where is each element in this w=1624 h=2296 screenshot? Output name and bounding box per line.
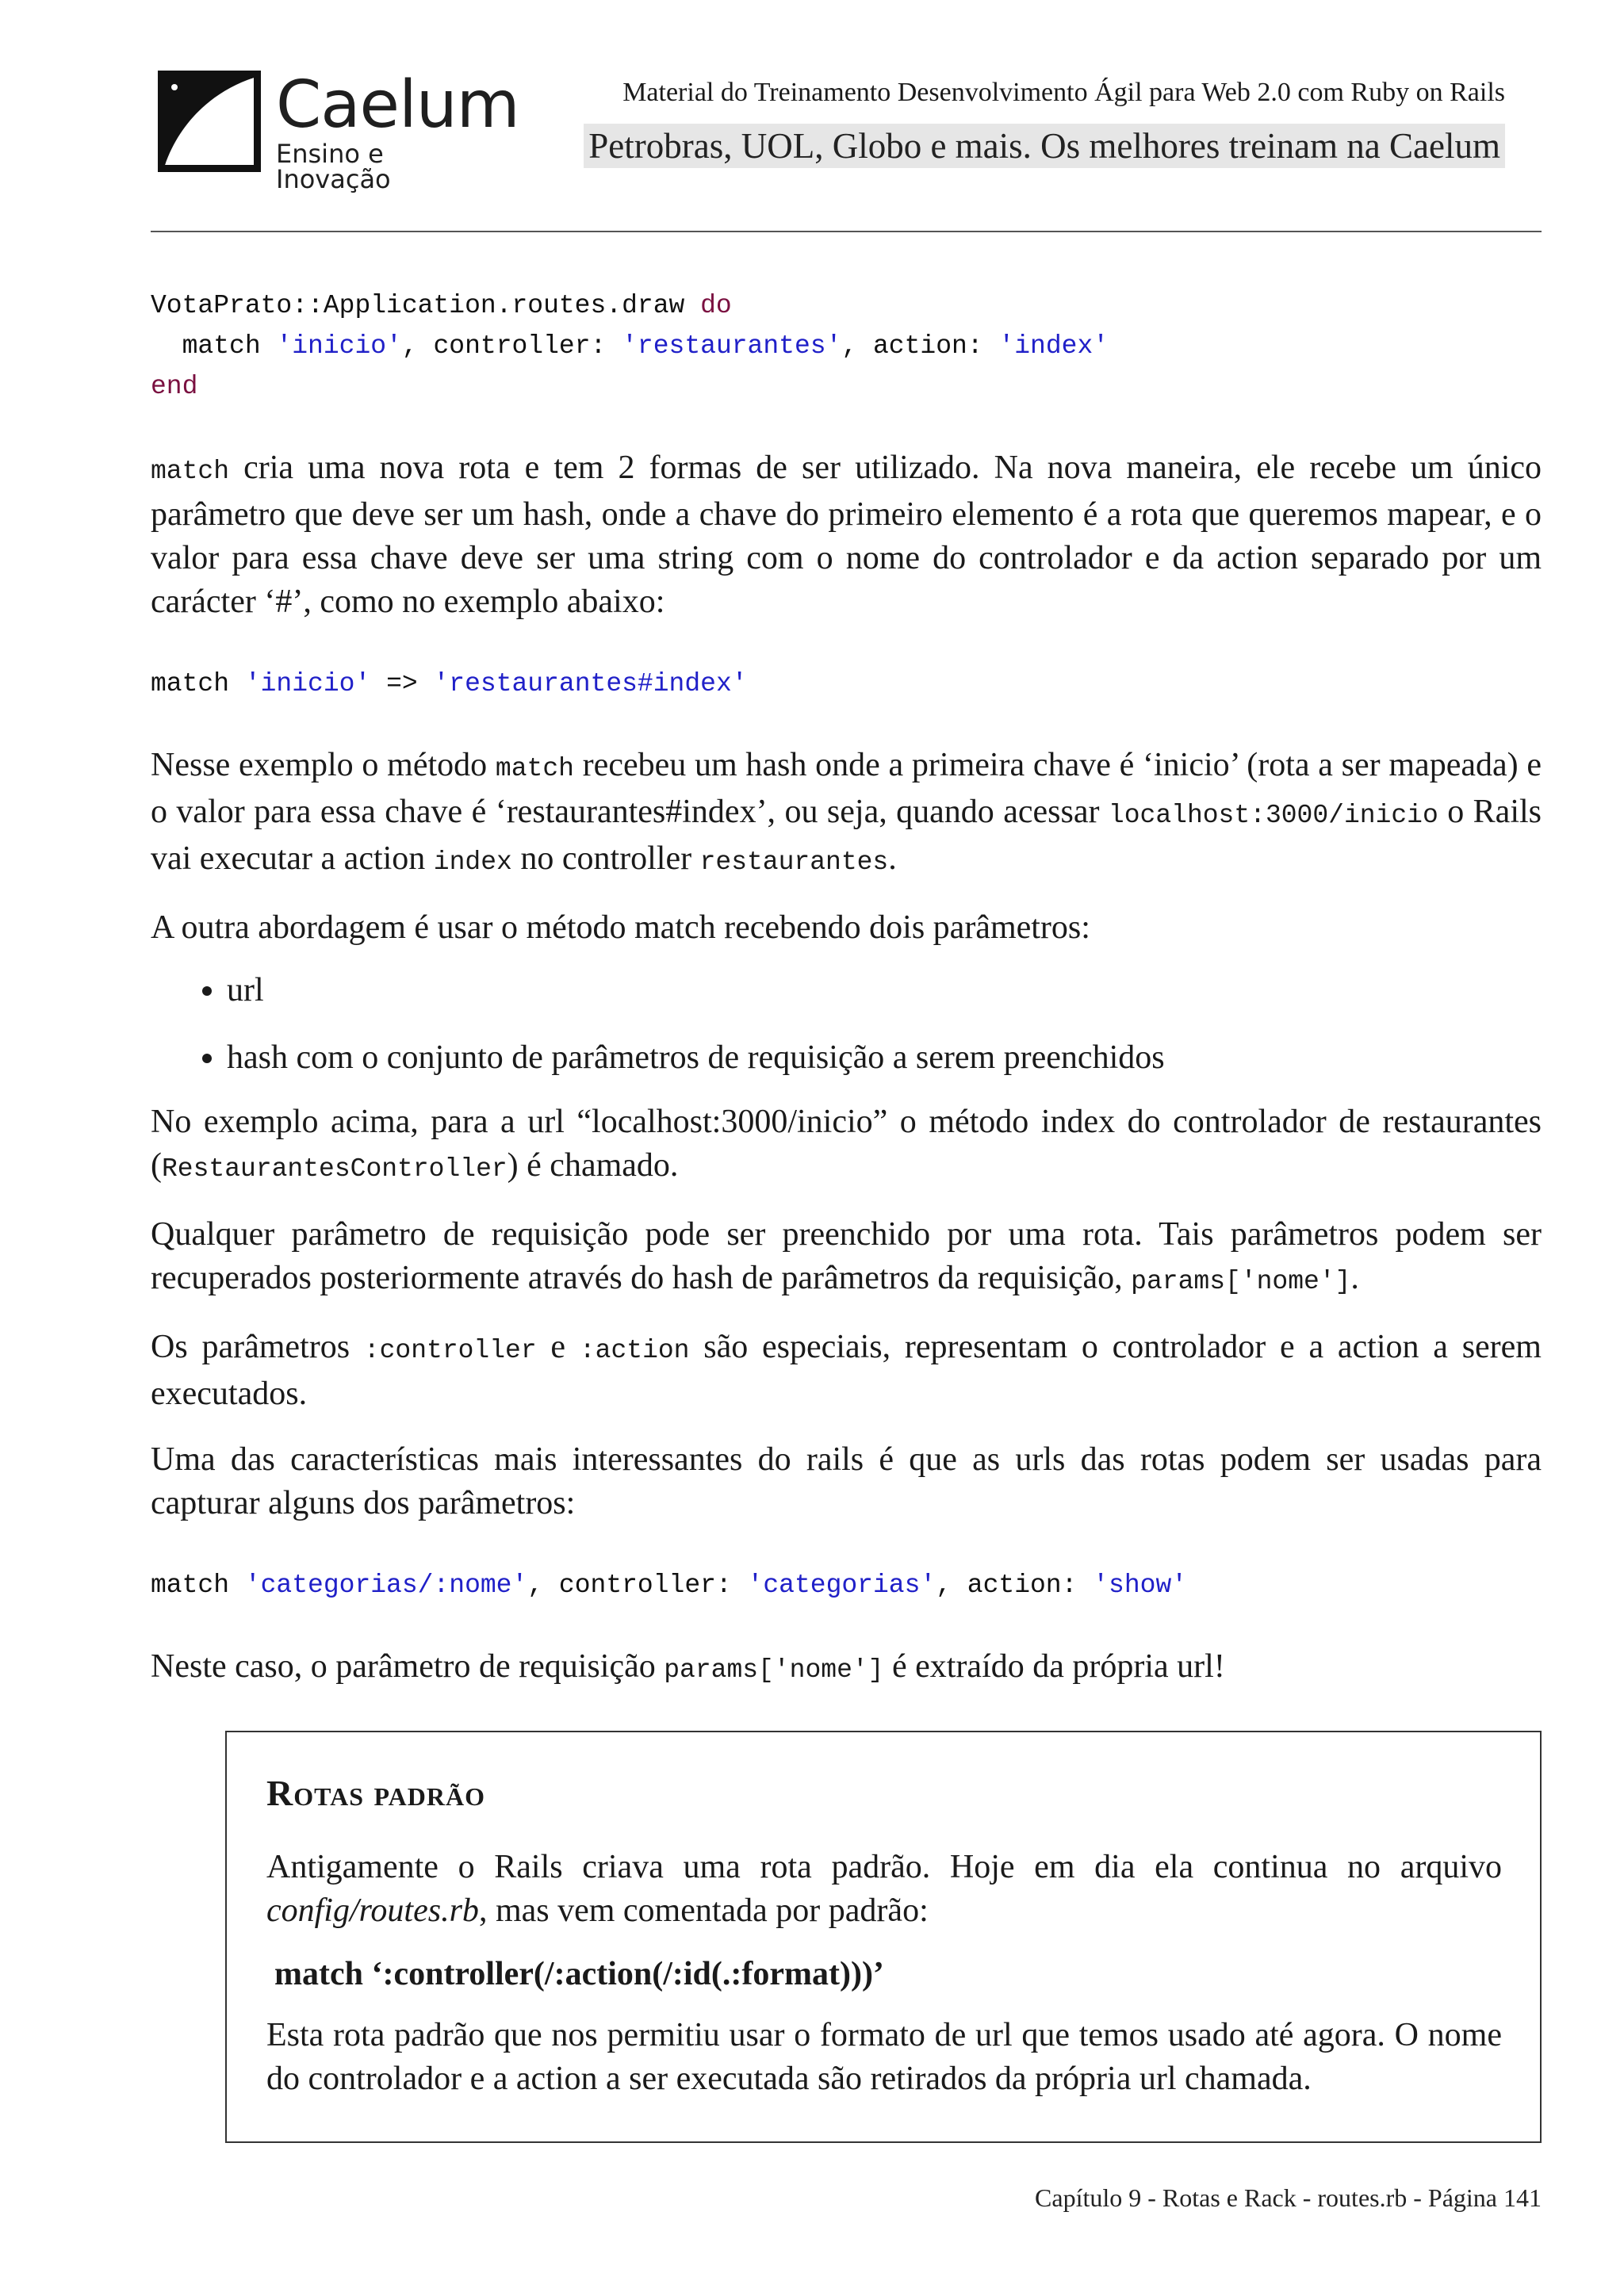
paragraph-example-explained: Nesse exemplo o método match recebeu um hash onde a primeira chave é ‘inicio’ (rota a ser mapeada) e o valor para essa chave é ‘restaurantes#index’, ou seja, quando acessar localhost:3000/inicio o Rails vai executar a action index no controller restaurantes. [151,747,1542,877]
caelum-logo [155,67,519,194]
callout-paragraph-1: Antigamente o Rails criava uma rota padrão. Hoje em dia ela continua no arquivo config/routes.rb, mas vem comentada por padrão: [266,1849,1502,1929]
code-block-categorias: match 'categorias/:nome', controller: 'categorias', action: 'show' [151,1571,1188,1600]
paragraph-param-extracted: Neste caso, o parâmetro de requisição params['nome'] é extraído da própria url! [151,1648,1225,1685]
logo-name: Caelum [276,67,519,143]
header-advert: Petrobras, UOL, Globo e mais. Os melhores treinam na Caelum [584,124,1505,168]
header-subtitle: Material do Treinamento Desenvolvimento Ágil para Web 2.0 com Ruby on Rails [622,78,1505,107]
paragraph-match-intro: match cria uma nova rota e tem 2 formas de ser utilizado. Na nova maneira, ele recebe um único parâmetro que deve ser um hash, onde a chave do primeiro elemento é a rota que queremos mapear, e o valor para essa chave deve ser uma string com o nome do controlador e da action separado por um carácter ‘#’, como no exemplo abaixo: [151,450,1542,620]
paragraph-any-parameter: Qualquer parâmetro de requisição pode ser preenchido por uma rota. Tais parâmetros podem ser recuperados posteriormente através do hash de parâmetros da requisição, params['nome']. [151,1216,1542,1296]
paragraph-other-approach: A outra abordagem é usar o método match recebendo dois parâmetros: [151,909,1090,946]
callout-title: Rotas padrão [266,1773,485,1813]
header-divider [151,231,1542,232]
code-block-match-hash: match 'inicio' => 'restaurantes#index' [151,669,748,698]
callout-paragraph-2: Esta rota padrão que nos permitiu usar o formato de url que temos usado até agora. O nome do controlador e a action a ser executada são retirados da própria url chamada. [266,2017,1502,2097]
callout-code: match ‘:controller(/:action(/:id(.:format)))’ [274,1956,884,1992]
paragraph-url-capture: Uma das características mais interessantes do rails é que as urls das rotas podem ser usadas para capturar alguns dos parâmetros: [151,1441,1542,1521]
page-footer: Capítulo 9 - Rotas e Rack - routes.rb - Página 141 [1035,2183,1542,2212]
main-content [151,285,1542,1692]
paragraph-special-params: Os parâmetros :controller e :action são especiais, representam o controlador e a action a serem executados. [151,1329,1542,1412]
callout-box-default-routes [225,1731,1542,2143]
bullet-list [151,969,1542,1080]
code-block-routes: VotaPrato::Application.routes.draw do match 'inicio', controller: 'restaurantes', action: 'index' end [151,291,1109,401]
list-item: • url [227,969,1542,1012]
caelum-logo-icon [155,68,263,174]
logo-tagline: Ensino e Inovação [276,139,391,194]
paragraph-example-above: No exemplo acima, para a url “localhost:3000/inicio” o método index do controlador de restaurantes (RestaurantesController) é chamado. [151,1104,1542,1184]
list-item: • hash com o conjunto de parâmetros de requisição a serem preenchidos [227,1036,1542,1080]
